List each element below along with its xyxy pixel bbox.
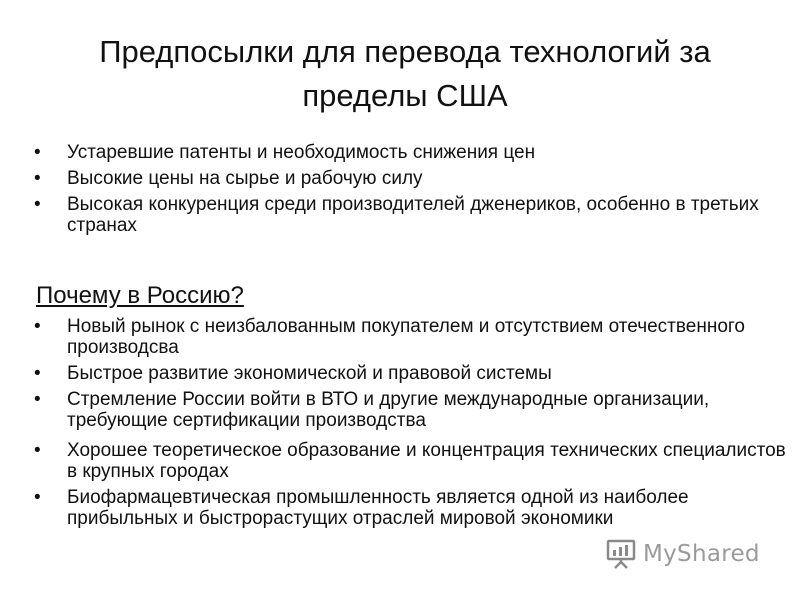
list-item-text: Новый рынок с неизбалованным покупателем и отсутствием отечественного производсва [67,316,745,358]
bullet-icon: • [34,487,41,508]
list-item-text: Высокие цены на сырье и рабочую силу [67,168,423,189]
list-item [34,487,794,529]
list-item-text: Стремление России войти в ВТО и другие международные организации, требующие сертификации производства [67,389,710,431]
list-item-text: Хорошее теоретическое образование и концентрация технических специалистов в крупных городах [67,440,786,482]
list-item [34,316,794,358]
list-item [34,168,794,189]
list-item [34,142,794,163]
bullet-icon: • [34,389,41,410]
list-item-text: Быстрое развитие экономической и правовой системы [67,363,552,384]
bullet-icon: • [34,194,41,215]
list-item-text: Биофармацевтическая промышленность является одной из наиболее прибыльных и быстрорастущих отраслей мировой экономики [67,487,689,529]
watermark-text: MyShared [643,541,760,567]
bullet-icon: • [34,316,41,337]
list-item [34,440,794,482]
reasons-list [34,142,794,241]
bullet-icon: • [34,440,41,461]
bullet-icon: • [34,168,41,189]
presentation-board-icon [605,538,637,570]
bullet-icon: • [34,363,41,384]
section-subheading: Почему в Россию? [36,282,244,309]
list-item [34,363,794,384]
list-item-text: Высокая конкуренция среди производителей дженериков, особенно в третьих странах [67,194,759,236]
slide-title: Предпосылки для перевода технологий за пределы США [99,34,711,113]
list-item-text: Устаревшие патенты и необходимость снижения цен [67,142,536,163]
watermark-logo [605,537,760,571]
russia-reasons-list [34,316,794,534]
list-item [34,389,794,431]
list-item [34,194,794,236]
bullet-icon: • [34,142,41,163]
